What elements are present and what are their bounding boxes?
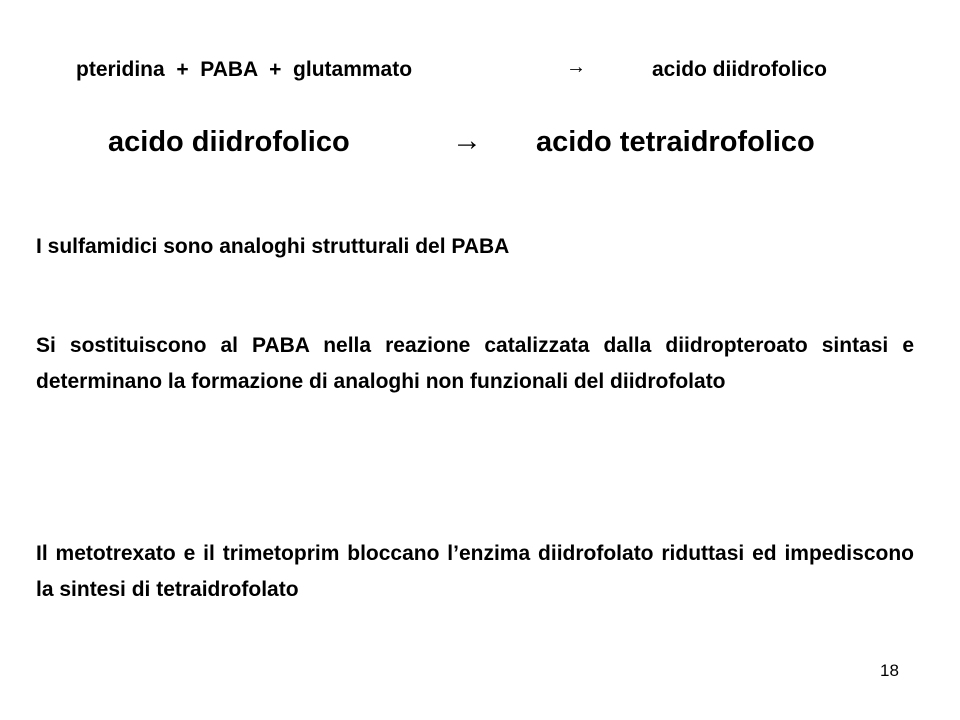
reaction-2-arrow-icon: → bbox=[452, 124, 482, 157]
reaction-1-product: acido diidrofolico bbox=[652, 58, 828, 81]
reaction-2-reactant: acido diidrofolico bbox=[108, 126, 350, 158]
paragraph-paba-substitution: Si sostituiscono al PABA nella reazione catalizzata dalla diidropteroato sintasi e determinano la formazione di analoghi non funzionali del diidrofolato bbox=[36, 334, 914, 393]
reaction-1-arrow-icon: → bbox=[566, 56, 586, 78]
page-number: 18 bbox=[880, 661, 899, 680]
reaction-2-product: acido tetraidrofolico bbox=[536, 126, 815, 158]
paragraph-sulfonamides: I sulfamidici sono analoghi strutturali del PABA bbox=[36, 235, 510, 258]
reaction-2 bbox=[0, 126, 960, 166]
reaction-1-reactants: pteridina + PABA + glutammato bbox=[76, 58, 413, 81]
paragraph-methotrexate: Il metotrexato e il trimetoprim bloccano l’enzima diidrofolato riduttasi ed impediscono la sintesi di tetraidrofolato bbox=[36, 542, 914, 601]
reaction-1 bbox=[0, 58, 960, 88]
